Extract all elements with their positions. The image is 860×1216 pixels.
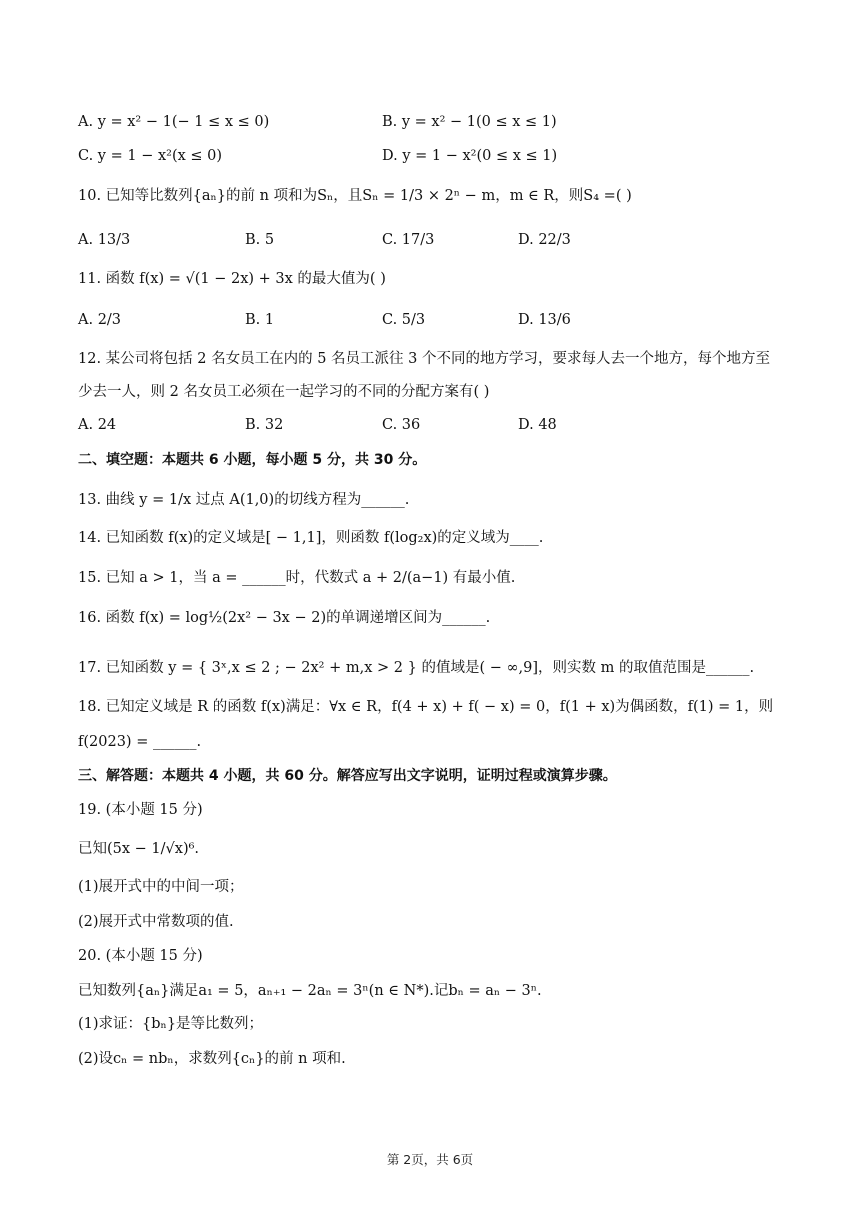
q12-line2: 少去一人，则 2 名女员工必须在一起学习的不同的分配方案有( ): [78, 384, 490, 400]
q12-option-c: C. 36: [382, 417, 421, 433]
q14-text: 14. 已知函数 f(x)的定义域是[ − 1,1]，则函数 f(log₂x)的定义域为____.: [78, 530, 544, 546]
q19-stem: 已知(5x − 1/√x)⁶.: [78, 841, 200, 857]
q18-line1: 18. 已知定义域是 R 的函数 f(x)满足：∀x ∈ R，f(4 + x) + f( − x) = 0，f(1 + x)为偶函数，f(1) = 1，则: [78, 699, 774, 715]
q20-part2: (2)设cₙ = nbₙ，求数列{cₙ}的前 n 项和.: [78, 1051, 346, 1067]
q9-option-a: A. y = x² − 1(− 1 ≤ x ≤ 0): [78, 114, 270, 130]
q12-option-d: D. 48: [518, 417, 557, 433]
q19-head: 19. (本小题 15 分): [78, 802, 203, 818]
q17-text: 17. 已知函数 y = { 3ˣ,x ≤ 2 ; − 2x² + m,x > 2 } 的值域是( − ∞,9]，则实数 m 的取值范围是______.: [78, 660, 755, 676]
q20-head: 20. (本小题 15 分): [78, 948, 203, 964]
q15-text: 15. 已知 a > 1，当 a = ______时，代数式 a + 2/(a−1) 有最小值.: [78, 570, 516, 586]
q19-part2: (2)展开式中常数项的值.: [78, 914, 234, 930]
q11-option-c: C. 5/3: [382, 312, 426, 328]
q13-text: 13. 曲线 y = 1/x 过点 A(1,0)的切线方程为______.: [78, 492, 410, 508]
page-footer: 第 2页，共 6页: [386, 1152, 474, 1167]
q20-stem: 已知数列{aₙ}满足a₁ = 5，aₙ₊₁ − 2aₙ = 3ⁿ(n ∈ N*).记bₙ = aₙ − 3ⁿ.: [78, 983, 542, 999]
q20-part1: (1)求证：{bₙ}是等比数列；: [78, 1016, 264, 1032]
q9-option-b: B. y = x² − 1(0 ≤ x ≤ 1): [382, 114, 557, 130]
q18-line2: f(2023) = ______.: [78, 734, 202, 750]
q12-option-a: A. 24: [78, 417, 117, 433]
q11-option-b: B. 1: [245, 312, 275, 328]
q10-option-c: C. 17/3: [382, 232, 435, 248]
q10-text: 10. 已知等比数列{aₙ}的前 n 项和为Sₙ，且Sₙ = 1/3 × 2ⁿ − m，m ∈ R，则S₄ =( ): [78, 188, 632, 204]
q16-text: 16. 函数 f(x) = log½(2x² − 3x − 2)的单调递增区间为______.: [78, 610, 491, 626]
q12-option-b: B. 32: [245, 417, 284, 433]
q10-option-b: B. 5: [245, 232, 275, 248]
q10-option-a: A. 13/3: [78, 232, 131, 248]
q10-option-d: D. 22/3: [518, 232, 571, 248]
q11-option-d: D. 13/6: [518, 312, 571, 328]
q12-line1: 12. 某公司将包括 2 名女员工在内的 5 名员工派往 3 个不同的地方学习，要求每人去一个地方，每个地方至: [78, 351, 770, 367]
section3-heading: 三、解答题：本题共 4 小题，共 60 分。解答应写出文字说明，证明过程或演算步骤。: [78, 768, 617, 784]
q11-text: 11. 函数 f(x) = √(1 − 2x) + 3x 的最大值为( ): [78, 271, 386, 287]
q11-option-a: A. 2/3: [78, 312, 122, 328]
section2-heading: 二、填空题：本题共 6 小题，每小题 5 分，共 30 分。: [78, 452, 427, 468]
q9-option-c: C. y = 1 − x²(x ≤ 0): [78, 148, 223, 164]
q9-option-d: D. y = 1 − x²(0 ≤ x ≤ 1): [382, 148, 558, 164]
q19-part1: (1)展开式中的中间一项；: [78, 879, 244, 895]
